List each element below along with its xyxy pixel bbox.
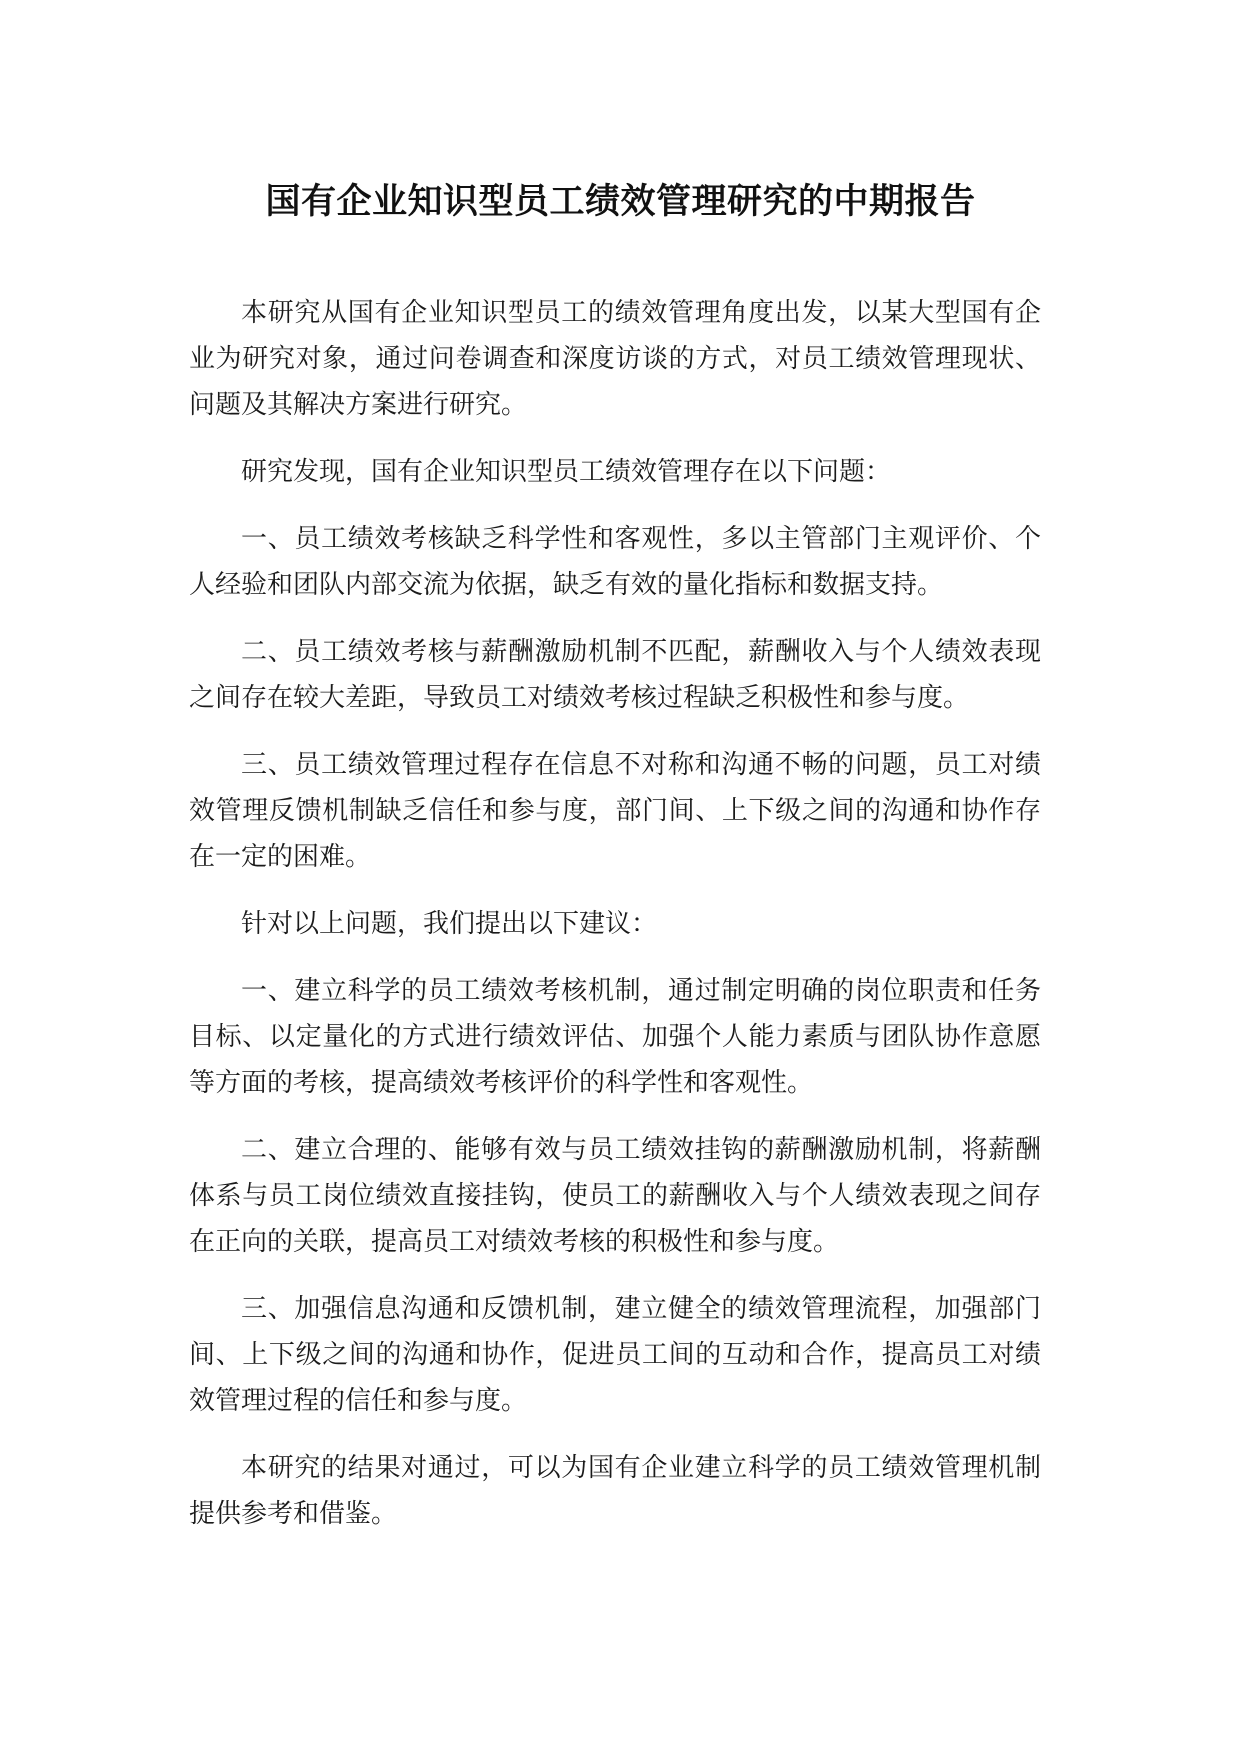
- findings-heading-paragraph: 研究发现，国有企业知识型员工绩效管理存在以下问题：: [241, 457, 892, 487]
- document-title: 国有企业知识型员工绩效管理研究的中期报告: [265, 182, 976, 222]
- suggestions-heading-paragraph: 针对以上问题，我们提出以下建议：: [241, 909, 658, 939]
- intro-paragraph: 本研究从国有企业知识型员工的绩效管理角度出发，以某大型国有企业为研究对象，通过问卷调查和深度访谈的方式，对员工绩效管理现状、问题及其解决方案进行研究。: [189, 298, 1041, 420]
- suggestion-1-paragraph: 一、建立科学的员工绩效考核机制，通过制定明确的岗位职责和任务目标、以定量化的方式进行绩效评估、加强个人能力素质与团队协作意愿等方面的考核，提高绩效考核评价的科学性和客观性。: [189, 976, 1041, 1098]
- problem-3-paragraph: 三、员工绩效管理过程存在信息不对称和沟通不畅的问题，员工对绩效管理反馈机制缺乏信任和参与度，部门间、上下级之间的沟通和协作存在一定的困难。: [189, 750, 1041, 872]
- document-body: [189, 290, 1041, 1558]
- suggestion-2-paragraph: 二、建立合理的、能够有效与员工绩效挂钩的薪酬激励机制，将薪酬体系与员工岗位绩效直接挂钩，使员工的薪酬收入与个人绩效表现之间存在正向的关联，提高员工对绩效考核的积极性和参与度。: [189, 1135, 1041, 1257]
- problem-1-paragraph: 一、员工绩效考核缺乏科学性和客观性，多以主管部门主观评价、个人经验和团队内部交流为依据，缺乏有效的量化指标和数据支持。: [189, 524, 1041, 600]
- conclusion-paragraph: 本研究的结果对通过，可以为国有企业建立科学的员工绩效管理机制提供参考和借鉴。: [189, 1453, 1041, 1529]
- suggestion-3-paragraph: 三、加强信息沟通和反馈机制，建立健全的绩效管理流程，加强部门间、上下级之间的沟通和协作，促进员工间的互动和合作，提高员工对绩效管理过程的信任和参与度。: [189, 1294, 1041, 1416]
- problem-2-paragraph: 二、员工绩效考核与薪酬激励机制不匹配，薪酬收入与个人绩效表现之间存在较大差距，导致员工对绩效考核过程缺乏积极性和参与度。: [189, 637, 1041, 713]
